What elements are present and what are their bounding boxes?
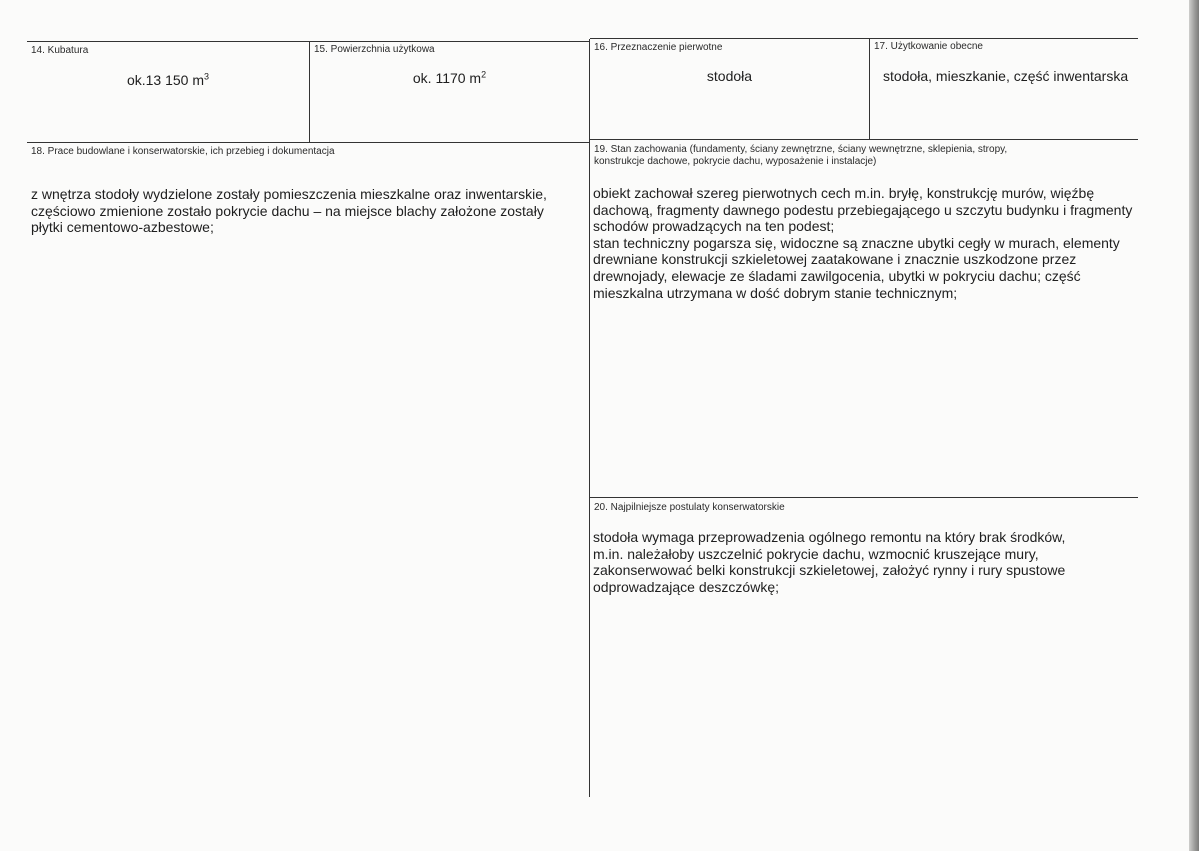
col-divider-14-15 — [309, 41, 310, 142]
field-17-value: stodoła, mieszkanie, część inwentarska — [883, 68, 1129, 84]
row-divider-left — [27, 142, 590, 143]
top-rule-right — [590, 38, 1138, 39]
scan-edge — [1189, 0, 1199, 851]
field-16-value: stodoła — [706, 68, 753, 84]
col-divider-center — [589, 39, 590, 797]
field-15-value — [310, 70, 589, 86]
field-20-label: 20. Najpilniejsze postulaty konserwatorskie — [594, 502, 785, 513]
field-17-label: 17. Użytkowanie obecne — [874, 41, 983, 52]
field-14-value-text: ok.13 150 m — [126, 72, 205, 88]
field-14-unit-exponent: 3 — [204, 71, 210, 82]
field-14-label: 14. Kubatura — [31, 45, 89, 56]
field-19-text: obiekt zachował szereg pierwotnych cech m.in. bryłę, konstrukcję murów, więźbę dachową, fragmenty dawnego podestu przebiegającego u szczytu budynku i fragmenty schodów prowadzących na ten podest; stan techniczny pogarsza się, widoczne są znaczne ubytki cegły w murach, elementy drewniane konstrukcji szkieletowej zaatakowane i znacznie uszkodzone przez drewnojady, elewacje ze śladami zawilgocenia, ubytki w pokryciu dachu; część mieszkalna utrzymana w dość dobrym stanie technicznym; — [593, 185, 1133, 301]
col-divider-16-17 — [869, 38, 870, 139]
row-divider-right — [590, 139, 1138, 140]
field-18-text: z wnętrza stodoły wydzielone zostały pomieszczenia mieszkalne oraz inwentarskie, częściowo zmienione zostało pokrycie dachu – na miejsce blachy założone zostały płytki cementowo-azbestowe; — [31, 186, 547, 236]
field-15-value-text: ok. 1170 m — [412, 70, 482, 86]
field-15-unit-exponent: 2 — [481, 69, 487, 80]
field-16-label: 16. Przeznaczenie pierwotne — [594, 42, 723, 53]
field-19-label: 19. Stan zachowania (fundamenty, ściany zewnętrzne, ściany wewnętrzne, sklepienia, stropy, konstrukcje dachowe, pokrycie dachu, wyposażenie i instalacje) — [594, 144, 1008, 167]
field-15-label: 15. Powierzchnia użytkowa — [314, 44, 435, 55]
field-20-text: stodoła wymaga przeprowadzenia ogólnego remontu na który brak środków, m.in. należałoby uszczelnić pokrycie dachu, wzmocnić kruszejące mury, zakonserwować belki konstrukcji szkieletowej, założyć rynny i rury spustowe odprowadzające deszczówkę; — [593, 529, 1066, 595]
field-18-label: 18. Prace budowlane i konserwatorskie, ich przebieg i dokumentacja — [31, 146, 335, 157]
field-14-value — [27, 72, 309, 88]
divider-f20 — [590, 497, 1138, 498]
